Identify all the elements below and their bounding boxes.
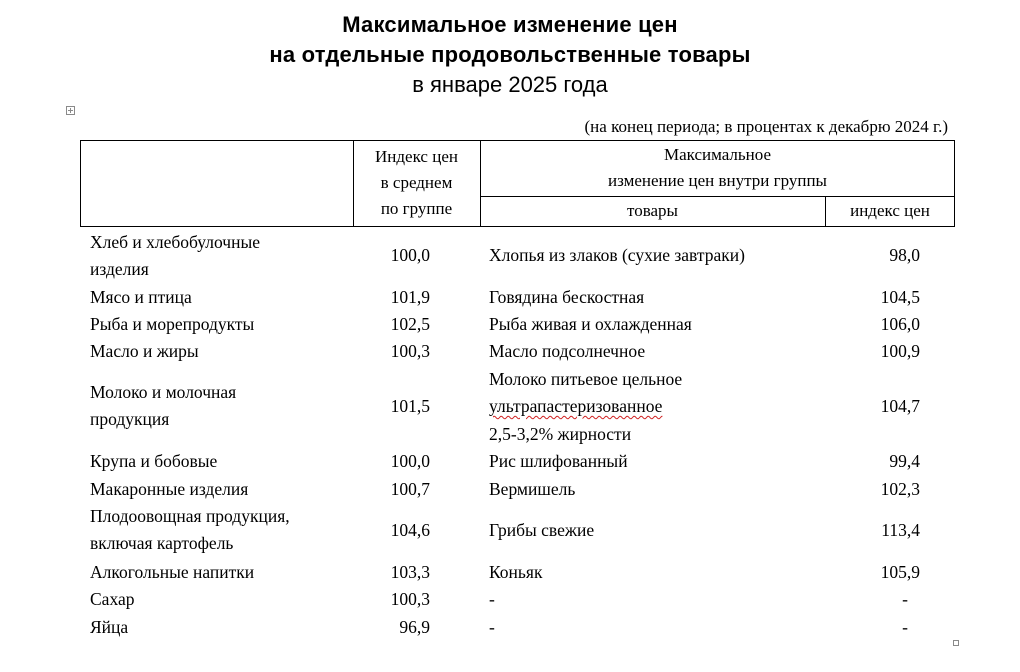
group-name: Рыба и морепродукты (90, 314, 255, 334)
group-name: Яйца (90, 617, 129, 637)
group-avg-index: 102,5 (390, 314, 430, 334)
item-name: Масло подсолнечное (489, 341, 646, 361)
item-name: Хлопья из злаков (сухие завтраки) (489, 245, 745, 265)
header-index-line-1: Индекс цен (375, 147, 458, 166)
group-name: Сахар (90, 589, 135, 609)
group-avg-index: 103,3 (390, 562, 430, 582)
units-note: (на конец периода; в процентах к декабрю 2024 г.) (584, 117, 948, 136)
spellcheck-underlined-word: ультрапастеризованное (489, 396, 663, 416)
group-avg-index: 101,5 (390, 396, 430, 416)
group-name: Масло и жиры (90, 341, 199, 361)
group-name: Хлеб и хлебобулочные (90, 232, 261, 252)
item-name: Вермишель (489, 479, 576, 499)
group-name-cont: включая картофель (90, 533, 234, 553)
item-index: 113,4 (881, 520, 920, 540)
item-index: - (902, 589, 908, 609)
item-index: 99,4 (889, 451, 920, 471)
end-of-cell-mark-icon (953, 640, 959, 646)
header-index-line-3: по группе (380, 199, 453, 218)
item-name: Грибы свежие (489, 520, 595, 540)
group-name: Крупа и бобовые (90, 451, 218, 471)
item-name: Говядина бескостная (489, 287, 645, 307)
header-price-index: индекс цен (850, 201, 930, 220)
title-line-3: в январе 2025 года (412, 72, 608, 97)
item-index: 102,3 (880, 479, 920, 499)
item-index: - (902, 617, 908, 637)
item-index: 105,9 (880, 562, 920, 582)
group-name: Алкогольные напитки (90, 562, 255, 582)
group-name-cont: продукция (90, 409, 170, 429)
group-name: Плодоовощная продукция, (90, 506, 290, 526)
group-name: Макаронные изделия (90, 479, 249, 499)
header-index-line-2: в среднем (380, 173, 453, 192)
group-name: Молоко и молочная (90, 382, 237, 402)
table-header (80, 140, 955, 227)
group-avg-index: 101,9 (390, 287, 430, 307)
group-avg-index: 104,6 (390, 520, 430, 540)
item-name-cont-2: 2,5-3,2% жирности (489, 424, 632, 444)
title-line-2: на отдельные продовольственные товары (269, 42, 751, 67)
item-index: 100,9 (880, 341, 920, 361)
item-name: Рыба живая и охлажденная (489, 314, 692, 334)
header-subrow-line (480, 196, 955, 197)
group-avg-index: 100,3 (390, 341, 430, 361)
header-max-line-2: изменение цен внутри группы (608, 171, 827, 190)
item-name-cont (489, 393, 662, 420)
table-move-handle-icon[interactable] (66, 106, 75, 115)
item-name: - (489, 589, 495, 609)
group-avg-index: 100,0 (390, 245, 430, 265)
item-index: 106,0 (880, 314, 920, 334)
group-avg-index: 100,0 (390, 451, 430, 471)
title-line-1: Максимальное изменение цен (342, 12, 678, 37)
group-name: Мясо и птица (90, 287, 192, 307)
group-name-cont: изделия (90, 259, 149, 279)
group-avg-index: 100,3 (390, 589, 430, 609)
group-avg-index: 96,9 (399, 617, 430, 637)
item-name: Молоко питьевое цельное (489, 369, 683, 389)
header-max-line-1: Максимальное (663, 145, 772, 164)
item-name: - (489, 617, 495, 637)
item-name: Коньяк (489, 562, 543, 582)
item-index: 104,5 (880, 287, 920, 307)
header-goods: товары (627, 201, 678, 220)
group-avg-index: 100,7 (390, 479, 430, 499)
item-name: Рис шлифованный (489, 451, 628, 471)
item-index: 98,0 (889, 245, 920, 265)
item-index: 104,7 (880, 396, 920, 416)
